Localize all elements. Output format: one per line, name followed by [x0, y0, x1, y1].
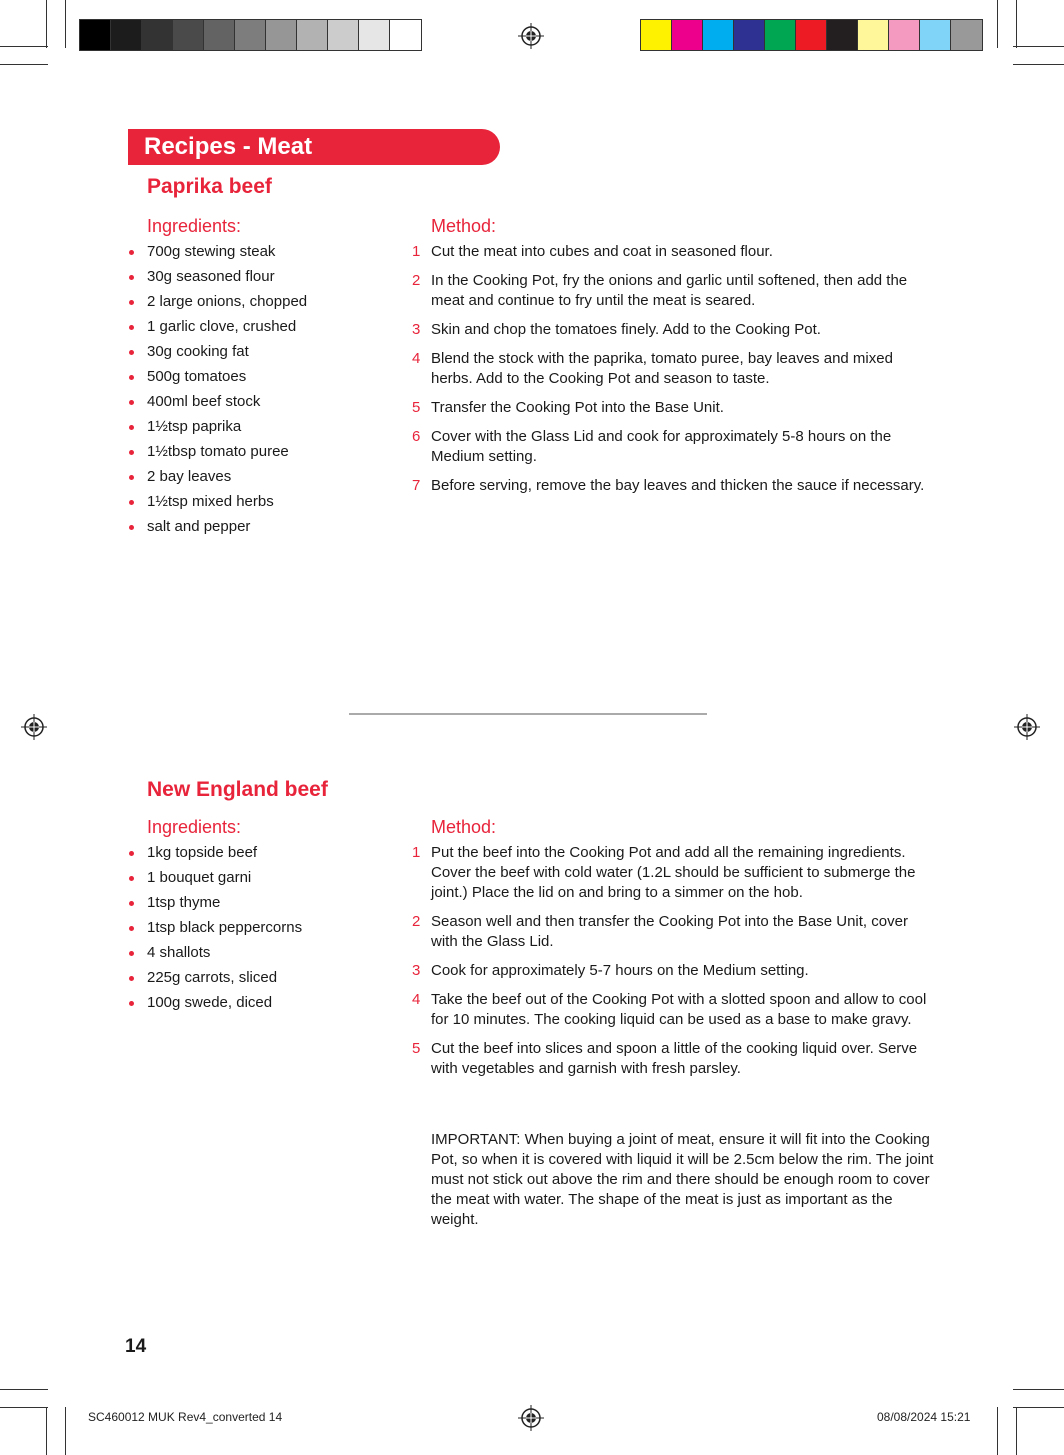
step-number: 2 [412, 272, 421, 289]
ingredient-item [127, 965, 302, 990]
color-swatch [734, 20, 765, 50]
ingredient-text: 400ml beef stock [147, 393, 261, 410]
color-swatch [858, 20, 889, 50]
step-number: 1 [412, 243, 421, 260]
ingredient-text: 225g carrots, sliced [147, 969, 278, 986]
ingredient-item [127, 940, 302, 965]
ingredient-text: 2 large onions, chopped [147, 293, 308, 310]
color-swatch [796, 20, 827, 50]
step-text: Season well and then transfer the Cooking Pot into the Base Unit, cover with the Glass Lid. [431, 913, 908, 950]
method-step [408, 427, 938, 467]
ingredient-text: 1½tsp mixed herbs [147, 493, 274, 510]
ingredient-text: 700g stewing steak [147, 243, 276, 260]
registration-mark-icon [1014, 714, 1040, 740]
method-step [408, 271, 938, 311]
step-text: Cook for approximately 5-7 hours on the Medium setting. [431, 962, 809, 979]
method-heading: Method: [431, 817, 497, 837]
crop-mark [65, 0, 66, 48]
step-number: 7 [412, 477, 421, 494]
method-step [408, 1039, 938, 1079]
color-swatch [235, 20, 266, 50]
method-step [408, 912, 938, 952]
page-number: 14 [125, 1336, 147, 1357]
ingredient-item [127, 915, 302, 940]
ingredient-item [127, 439, 307, 464]
crop-mark [1013, 1389, 1064, 1390]
crop-mark [1013, 46, 1064, 47]
method-step [408, 990, 938, 1030]
bullet-icon [129, 500, 134, 505]
ingredient-item [127, 364, 307, 389]
important-note: IMPORTANT: When buying a joint of meat, ensure it will fit into the Cooking Pot, so when it is covered with liquid it will be 2.5cm below the rim. The joint must not stick out above the rim and there should be enough room to cover the meat with water. The shape of the meat is just as important as the weight. [431, 1131, 934, 1228]
ingredient-text: 1kg topside beef [147, 844, 258, 861]
method-step [408, 398, 938, 418]
bullet-icon [129, 275, 134, 280]
ingredient-text: 2 bay leaves [147, 468, 232, 485]
ingredient-item [127, 865, 302, 890]
ingredients-heading: Ingredients: [147, 817, 242, 837]
ingredient-item [127, 314, 307, 339]
ingredient-text: 1tsp black peppercorns [147, 919, 303, 936]
step-text: Take the beef out of the Cooking Pot with a slotted spoon and allow to cool for 10 minutes. The cooking liquid can be used as a base to make gravy. [431, 991, 927, 1028]
step-number: 2 [412, 913, 421, 930]
ingredient-text: 1 garlic clove, crushed [147, 318, 297, 335]
recipe-title: Paprika beef [147, 175, 272, 198]
crop-mark [0, 46, 48, 47]
bullet-icon [129, 901, 134, 906]
bullet-icon [129, 400, 134, 405]
ingredient-item [127, 990, 302, 1015]
bullet-icon [129, 876, 134, 881]
color-swatch [142, 20, 173, 50]
bullet-icon [129, 851, 134, 856]
ingredient-item [127, 389, 307, 414]
bullet-icon [129, 525, 134, 530]
color-swatch [328, 20, 359, 50]
ingredient-item [127, 264, 307, 289]
ingredient-item [127, 514, 307, 539]
step-text: Transfer the Cooking Pot into the Base Unit. [431, 399, 724, 416]
bullet-icon [129, 375, 134, 380]
crop-mark [997, 1407, 998, 1455]
step-number: 3 [412, 962, 421, 979]
crop-mark [1013, 1407, 1064, 1408]
color-swatch [390, 20, 421, 50]
color-swatch [889, 20, 920, 50]
step-text: Cut the beef into slices and spoon a little of the cooking liquid over. Serve with vegetables and garnish with fresh parsley. [431, 1040, 918, 1077]
step-text: Blend the stock with the paprika, tomato puree, bay leaves and mixed herbs. Add to the Cooking Pot and season to taste. [431, 350, 893, 387]
color-swatch [703, 20, 734, 50]
bullet-icon [129, 350, 134, 355]
bullet-icon [129, 926, 134, 931]
method-step [408, 843, 938, 903]
bullet-icon [129, 475, 134, 480]
crop-mark [0, 1389, 48, 1390]
color-swatch [641, 20, 672, 50]
bullet-icon [129, 425, 134, 430]
step-text: Put the beef into the Cooking Pot and add all the remaining ingredients. Cover the beef with cold water (1.2L should be sufficient to submerge the joint.) Place the lid on and bring to a simmer on the hob. [431, 844, 916, 901]
ingredient-text: 30g seasoned flour [147, 268, 275, 285]
step-text: Cover with the Glass Lid and cook for approximately 5-8 hours on the Medium setting. [431, 428, 892, 465]
registration-mark-icon [518, 1405, 544, 1431]
ingredient-text: salt and pepper [147, 518, 251, 535]
step-text: In the Cooking Pot, fry the onions and garlic until softened, then add the meat and continue to fry until the meat is seared. [431, 272, 908, 309]
step-number: 4 [412, 350, 421, 367]
ingredient-item [127, 414, 307, 439]
ingredients-list [127, 840, 302, 1015]
section-banner: Recipes - Meat [128, 129, 500, 165]
ingredient-text: 1½tbsp tomato puree [147, 443, 289, 460]
crop-mark [46, 0, 47, 48]
color-swatch [765, 20, 796, 50]
color-swatch [204, 20, 235, 50]
crop-mark [1013, 64, 1064, 65]
footer-date: 08/08/2024 15:21 [877, 1410, 971, 1424]
ingredient-item [127, 239, 307, 264]
ingredient-item [127, 289, 307, 314]
recipe-title: New England beef [147, 778, 328, 801]
crop-mark [997, 0, 998, 48]
color-swatch [672, 20, 703, 50]
method-step [408, 961, 938, 981]
step-number: 5 [412, 399, 421, 416]
method-heading: Method: [431, 216, 497, 236]
method-step [408, 320, 938, 340]
ingredient-text: 4 shallots [147, 944, 211, 961]
ingredient-text: 1tsp thyme [147, 894, 221, 911]
ingredient-item [127, 339, 307, 364]
color-swatch [827, 20, 858, 50]
gray-color-bar [79, 19, 422, 51]
color-swatch [173, 20, 204, 50]
ingredient-text: 100g swede, diced [147, 994, 273, 1011]
color-swatch [80, 20, 111, 50]
step-number: 1 [412, 844, 421, 861]
process-color-bar [640, 19, 983, 51]
ingredient-item [127, 464, 307, 489]
step-text: Before serving, remove the bay leaves and thicken the sauce if necessary. [431, 477, 925, 494]
step-text: Skin and chop the tomatoes finely. Add to the Cooking Pot. [431, 321, 821, 338]
ingredient-item [127, 840, 302, 865]
bullet-icon [129, 250, 134, 255]
section-divider [349, 713, 707, 715]
method-list [408, 242, 938, 505]
ingredient-item [127, 489, 307, 514]
footer-filename: SC460012 MUK Rev4_converted 14 [88, 1410, 283, 1424]
crop-mark [65, 1407, 66, 1455]
color-swatch [266, 20, 297, 50]
ingredient-text: 1½tsp paprika [147, 418, 242, 435]
color-swatch [951, 20, 982, 50]
bullet-icon [129, 1001, 134, 1006]
registration-mark-icon [21, 714, 47, 740]
color-swatch [111, 20, 142, 50]
ingredients-list [127, 239, 307, 539]
bullet-icon [129, 951, 134, 956]
registration-mark-icon [518, 23, 544, 49]
color-swatch [297, 20, 328, 50]
ingredient-text: 30g cooking fat [147, 343, 249, 360]
method-step [408, 242, 938, 262]
ingredient-text: 1 bouquet garni [147, 869, 252, 886]
ingredient-text: 500g tomatoes [147, 368, 247, 385]
crop-mark [1016, 1407, 1017, 1455]
step-number: 6 [412, 428, 421, 445]
crop-mark [0, 64, 48, 65]
ingredients-heading: Ingredients: [147, 216, 242, 236]
step-number: 5 [412, 1040, 421, 1057]
bullet-icon [129, 300, 134, 305]
crop-mark [0, 1407, 48, 1408]
step-number: 3 [412, 321, 421, 338]
crop-mark [46, 1407, 47, 1455]
bullet-icon [129, 976, 134, 981]
step-text: Cut the meat into cubes and coat in seasoned flour. [431, 243, 773, 260]
bullet-icon [129, 450, 134, 455]
step-number: 4 [412, 991, 421, 1008]
method-step [408, 349, 938, 389]
method-list [408, 843, 938, 1088]
color-swatch [359, 20, 390, 50]
color-swatch [920, 20, 951, 50]
method-step [408, 476, 938, 496]
crop-mark [1016, 0, 1017, 48]
ingredient-item [127, 890, 302, 915]
bullet-icon [129, 325, 134, 330]
